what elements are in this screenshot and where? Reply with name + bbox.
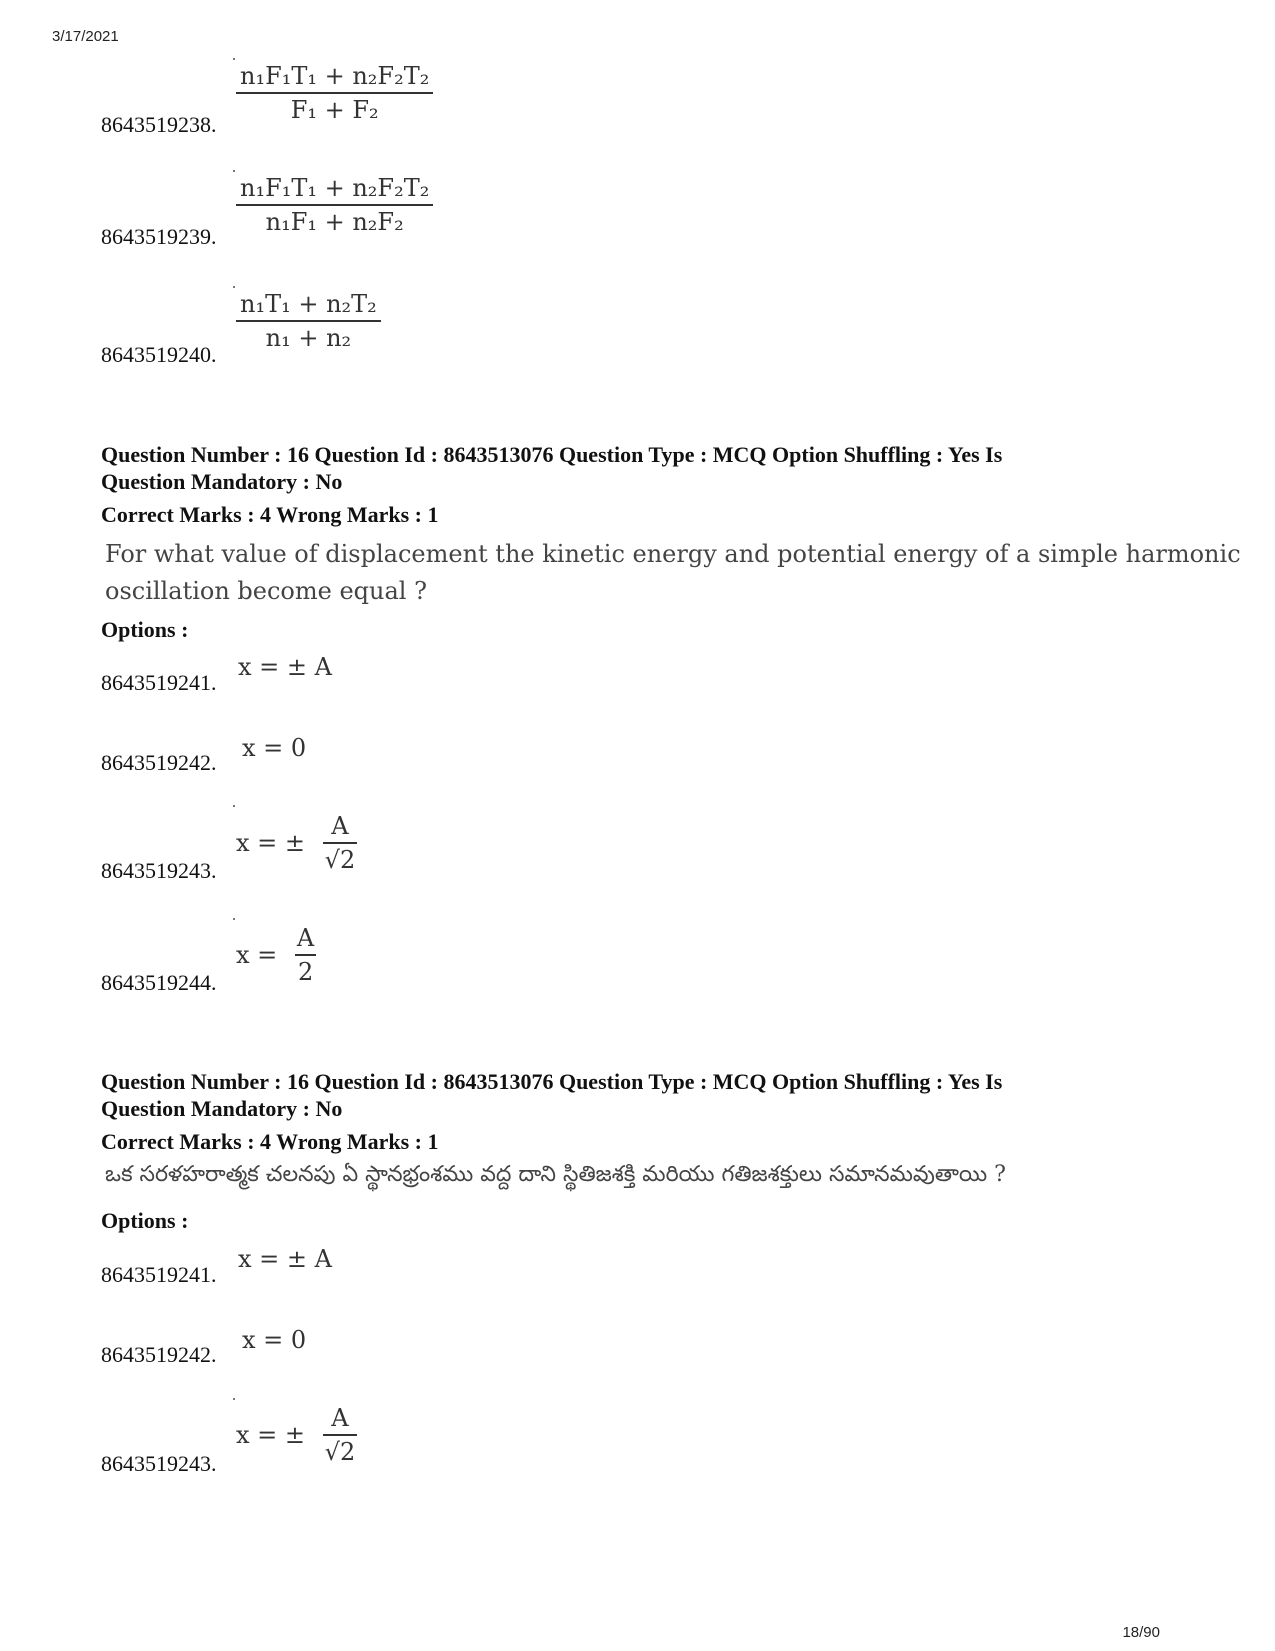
question-text: For what value of displacement the kinetic energy and potential energy of a simple harmonic oscillation become equal ? — [105, 540, 1241, 605]
option-id: 8643519238. — [101, 112, 217, 137]
option-id: 8643519242. — [101, 750, 217, 775]
marker-dot — [233, 58, 235, 60]
option-id: 8643519243. — [101, 858, 217, 883]
option-id: 8643519242. — [101, 1342, 217, 1367]
marker-dot — [233, 286, 235, 288]
option-formula: x = 0 — [242, 1326, 307, 1354]
option-formula: x = ± A — [238, 1245, 332, 1273]
question-marks: Correct Marks : 4 Wrong Marks : 1 — [101, 1129, 439, 1154]
option-formula: x = 0 — [242, 734, 307, 762]
option-formula: x = ± $\frac{A}{√2}$ — [236, 812, 356, 874]
option-formula: $\frac{\text{n₁F₁T₁ + n₂F₂T₂}}{\text{n₁F₁ + n₂F₂}}$ — [236, 174, 433, 236]
options-label: Options : — [101, 617, 189, 642]
question-header: Question Number : 16 Question Id : 8643513076 Question Type : MCQ Option Shuffling : Yes Is Question Mandatory : No — [101, 442, 1003, 494]
marker-dot — [233, 1398, 235, 1400]
question-text: ఒక సరళహరాత్మక చలనపు ఏ స్థానభ్రంశము వద్ద దాని స్థితిజశక్తి మరియు గతిజశక్తులు సమానమవుతాయి ? — [105, 1162, 1006, 1187]
print-date: 3/17/2021 — [52, 28, 119, 45]
option-id: 8643519240. — [101, 342, 217, 367]
marker-dot — [233, 918, 235, 920]
marker-dot — [233, 170, 235, 172]
option-formula: x = ± A — [238, 653, 332, 681]
options-label: Options : — [101, 1208, 189, 1233]
question-marks: Correct Marks : 4 Wrong Marks : 1 — [101, 502, 439, 527]
option-formula: $\frac{\text{n₁F₁T₁ + n₂F₂T₂}}{\text{F₁ + F₂}}$ — [236, 62, 433, 124]
page-number: 18/90 — [1122, 1624, 1160, 1641]
option-id: 8643519241. — [101, 670, 217, 695]
marker-dot — [233, 805, 235, 807]
option-formula: x = ± $\frac{A}{√2}$ — [236, 1404, 356, 1466]
option-formula: $\frac{\text{n₁T₁ + n₂T₂}}{\text{n₁ + n₂}}$ — [236, 290, 381, 352]
option-id: 8643519239. — [101, 224, 217, 249]
option-id: 8643519244. — [101, 970, 217, 995]
option-id: 8643519241. — [101, 1262, 217, 1287]
option-id: 8643519243. — [101, 1451, 217, 1476]
question-header: Question Number : 16 Question Id : 8643513076 Question Type : MCQ Option Shuffling : Yes Is Question Mandatory : No — [101, 1069, 1003, 1121]
option-formula: x = $\frac{A}{2}$ — [236, 924, 315, 986]
